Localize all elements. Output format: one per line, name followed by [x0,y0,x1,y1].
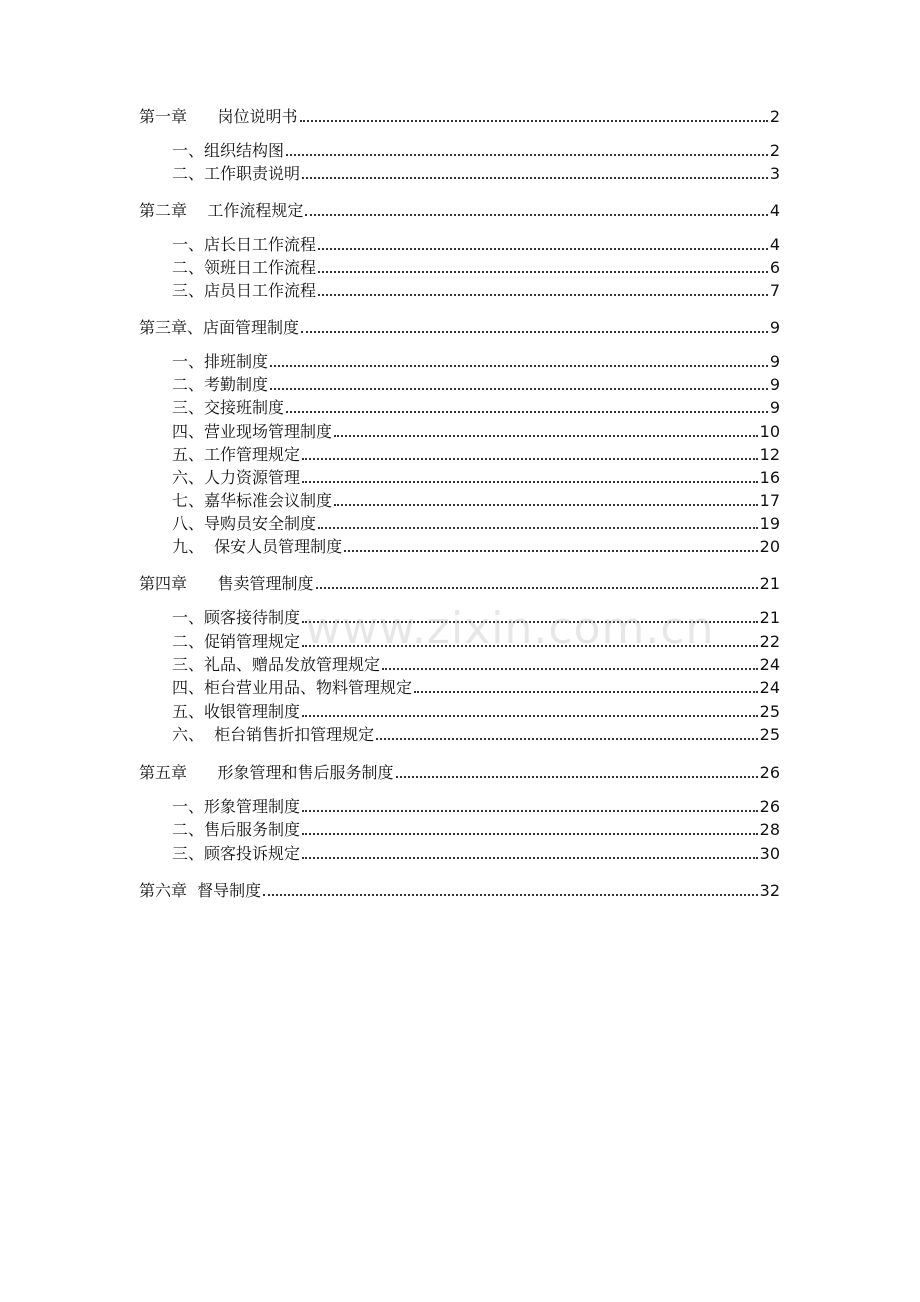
dot-leader [263,894,757,896]
toc-entry-section[interactable] [172,348,780,372]
toc-entry-section[interactable] [172,674,780,698]
dot-leader [318,271,768,273]
toc-entry-page: 22 [759,632,780,651]
toc-entry-title: 九、 保安人员管理制度 [172,537,343,556]
toc-entry-title: 五、工作管理规定 [172,445,301,464]
toc-entry-section[interactable] [172,628,780,652]
toc-entry-chapter-5[interactable] [139,759,780,783]
dot-leader [302,715,758,717]
toc-entry-title: 一、顾客接待制度 [172,608,301,627]
toc-entry-page: 25 [759,702,780,721]
dot-leader [396,776,758,778]
toc-entry-title: 六、 柜台销售折扣管理规定 [172,725,375,744]
toc-entry-title: 三、礼品、赠品发放管理规定 [172,655,381,674]
toc-entry-page: 28 [759,820,780,839]
toc-entry-page: 20 [759,537,780,556]
toc-entry-section[interactable] [172,464,780,488]
toc-entry-section[interactable] [172,231,780,255]
dot-leader [286,411,768,413]
toc-entry-title: 第二章 工作流程规定 [139,201,304,220]
toc-entry-page: 4 [769,201,780,220]
dot-leader [376,738,757,740]
toc-entry-title: 八、导购员安全制度 [172,514,317,533]
toc-entry-title: 第三章、店面管理制度 [139,318,300,337]
dot-leader [414,691,758,693]
toc-entry-page: 9 [769,352,780,371]
dot-leader [302,177,768,179]
toc-entry-page: 25 [759,725,780,744]
dot-leader [318,248,768,250]
dot-leader [270,388,768,390]
toc-entry-page: 19 [759,514,780,533]
toc-entry-page: 4 [769,235,780,254]
toc-entry-page: 2 [769,107,780,126]
toc-entry-page: 32 [759,881,780,900]
toc-entry-page: 26 [759,763,780,782]
dot-leader [302,458,758,460]
toc-entry-page: 21 [759,608,780,627]
toc-entry-title: 二、促销管理规定 [172,632,301,651]
toc-entry-title: 四、营业现场管理制度 [172,422,333,441]
toc-entry-page: 9 [769,375,780,394]
dot-leader [270,365,768,367]
toc-entry-title: 六、人力资源管理 [172,468,301,487]
toc-entry-page: 7 [769,281,780,300]
dot-leader [300,120,768,122]
toc-entry-title: 二、售后服务制度 [172,820,301,839]
toc-entry-page: 17 [759,491,780,510]
toc-entry-section[interactable] [172,254,780,278]
toc-entry-title: 一、店长日工作流程 [172,235,317,254]
watermark: www.zixin.com.cn [305,603,715,654]
toc-entry-title: 一、排班制度 [172,352,269,371]
toc-entry-section[interactable] [172,137,780,161]
dot-leader [305,214,767,216]
toc-entry-chapter-3[interactable] [139,314,780,338]
dot-leader [318,294,768,296]
toc-entry-section[interactable] [172,721,780,745]
toc-entry-page: 6 [769,258,780,277]
toc-entry-title: 第四章 售卖管理制度 [139,574,314,593]
toc-entry-page: 2 [769,141,780,160]
dot-leader [334,435,758,437]
dot-leader [302,621,758,623]
toc-entry-section[interactable] [172,533,780,557]
toc-entry-title: 三、交接班制度 [172,398,285,417]
toc-entry-page: 10 [759,422,780,441]
toc-entry-chapter-6[interactable] [139,877,780,901]
toc-entry-section[interactable] [172,604,780,628]
toc-entry-page: 9 [769,398,780,417]
dot-leader [301,331,768,333]
toc-entry-title: 七、嘉华标准会议制度 [172,491,333,510]
toc-entry-title: 一、组织结构图 [172,141,285,160]
toc-entry-title: 一、形象管理制度 [172,797,301,816]
toc-entry-title: 三、顾客投诉规定 [172,844,301,863]
toc-entry-title: 二、考勤制度 [172,375,269,394]
toc-entry-title: 第一章 岗位说明书 [139,107,298,126]
toc-entry-chapter-1[interactable] [139,103,780,127]
toc-entry-title: 二、工作职责说明 [172,164,301,183]
toc-entry-section[interactable] [172,840,780,864]
toc-entry-section[interactable] [172,277,780,301]
dot-leader [334,504,758,506]
dot-leader [302,481,758,483]
toc-entry-page: 30 [759,844,780,863]
toc-entry-page: 3 [769,164,780,183]
dot-leader [318,527,758,529]
toc-entry-section[interactable] [172,698,780,722]
toc-entry-section[interactable] [172,441,780,465]
toc-entry-title: 五、收银管理制度 [172,702,301,721]
toc-entry-chapter-4[interactable] [139,570,780,594]
toc-entry-chapter-2[interactable] [139,197,780,221]
toc-entry-title: 三、店员日工作流程 [172,281,317,300]
toc-entry-title: 四、柜台营业用品、物料管理规定 [172,678,413,697]
toc-entry-section[interactable] [172,651,780,675]
toc-entry-page: 9 [769,318,780,337]
dot-leader [382,668,758,670]
toc-entry-section[interactable] [172,816,780,840]
toc-entry-section[interactable] [172,510,780,534]
dot-leader [302,645,758,647]
toc-entry-title: 第五章 形象管理和售后服务制度 [139,763,394,782]
toc-entry-title: 第六章 督导制度 [139,881,262,900]
toc-entry-section[interactable] [172,418,780,442]
dot-leader [302,857,758,859]
toc-entry-title: 二、领班日工作流程 [172,258,317,277]
toc-entry-page: 26 [759,797,780,816]
dot-leader [302,833,758,835]
toc-entry-section[interactable] [172,793,780,817]
dot-leader [286,154,768,156]
toc-entry-section[interactable] [172,160,780,184]
dot-leader [316,587,758,589]
dot-leader [344,550,757,552]
toc-entry-page: 16 [759,468,780,487]
toc-entry-page: 12 [759,445,780,464]
toc-entry-section[interactable] [172,371,780,395]
toc-entry-page: 21 [759,574,780,593]
toc-entry-section[interactable] [172,487,780,511]
toc-entry-section[interactable] [172,394,780,418]
dot-leader [302,810,758,812]
toc-entry-page: 24 [759,655,780,674]
toc-entry-page: 24 [759,678,780,697]
